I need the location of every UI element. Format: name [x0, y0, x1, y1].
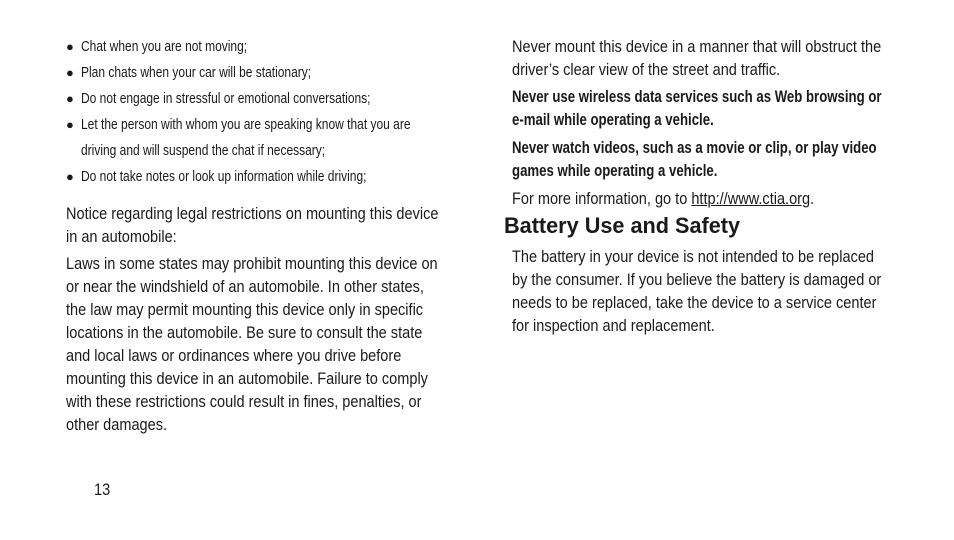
list-item: [66, 34, 493, 60]
ctia-link[interactable]: http://www.ctia.org: [691, 189, 811, 208]
section-heading: [504, 212, 744, 240]
text-line: needs to be replaced, take the device to a service center: [512, 293, 877, 312]
bullet-text: Plan chats when your car will be stationary;: [81, 64, 312, 81]
bullet-icon: ●: [66, 39, 74, 54]
text-line: games while operating a vehicle.: [512, 162, 718, 180]
mount-paragraph: [512, 35, 944, 81]
more-info-period: .: [810, 189, 815, 208]
text-line: by the consumer. If you believe the battery is damaged or: [512, 270, 882, 289]
more-info-text: For more information, go to: [512, 189, 692, 208]
heading-text: Battery Use and Safety: [504, 213, 741, 238]
text-line: locations in the automobile. Be sure to consult the state: [66, 323, 423, 342]
bullet-text: Do not take notes or look up information while driving;: [81, 168, 367, 185]
text-line: or near the windshield of an automobile. In other states,: [66, 277, 424, 296]
list-item: [66, 112, 493, 164]
text-line: driver’s clear view of the street and traffic.: [512, 60, 781, 79]
text-line: with these restrictions could result in fines, penalties, or: [66, 392, 422, 411]
notice-paragraph: [66, 202, 502, 248]
battery-paragraph: [512, 245, 944, 337]
bullet-icon: ●: [66, 91, 74, 106]
wireless-warning: [512, 86, 954, 132]
bullet-text: Do not engage in stressful or emotional conversations;: [81, 90, 371, 107]
text-line: Never mount this device in a manner that will obstruct the: [512, 37, 882, 56]
text-line: the law may permit mounting this device only in specific: [66, 300, 424, 319]
text-line: Never use wireless data services such as Web browsing or: [512, 88, 882, 106]
text-line: The battery in your device is not intended to be replaced: [512, 247, 874, 266]
list-item: [66, 60, 493, 86]
safety-tips-list: [66, 34, 493, 190]
bullet-text: Let the person with whom you are speaking know that you are: [81, 116, 411, 133]
text-line: other damages.: [66, 415, 168, 434]
text-line: Notice regarding legal restrictions on mounting this device: [66, 204, 439, 223]
bullet-icon: ●: [66, 65, 74, 80]
text-line: in an automobile:: [66, 227, 177, 246]
list-item: [66, 164, 493, 190]
text-line: e-mail while operating a vehicle.: [512, 111, 714, 129]
text-line: Laws in some states may prohibit mounting this device on: [66, 254, 438, 273]
text-line: for inspection and replacement.: [512, 316, 715, 335]
bullet-text: Chat when you are not moving;: [81, 38, 248, 55]
page-number: [94, 480, 113, 500]
laws-paragraph: [66, 252, 501, 436]
page-number-text: 13: [94, 480, 111, 499]
text-line: Never watch videos, such as a movie or clip, or play video: [512, 139, 877, 157]
bullet-text: driving and will suspend the chat if necessary;: [81, 142, 326, 159]
bullet-icon: ●: [66, 169, 74, 184]
list-item: [66, 86, 493, 112]
text-line: and local laws or ordinances where you drive before: [66, 346, 402, 365]
text-line: mounting this device in an automobile. Failure to comply: [66, 369, 428, 388]
bullet-icon: ●: [66, 117, 74, 132]
more-info-paragraph: [512, 187, 865, 210]
videos-warning: [512, 137, 954, 183]
